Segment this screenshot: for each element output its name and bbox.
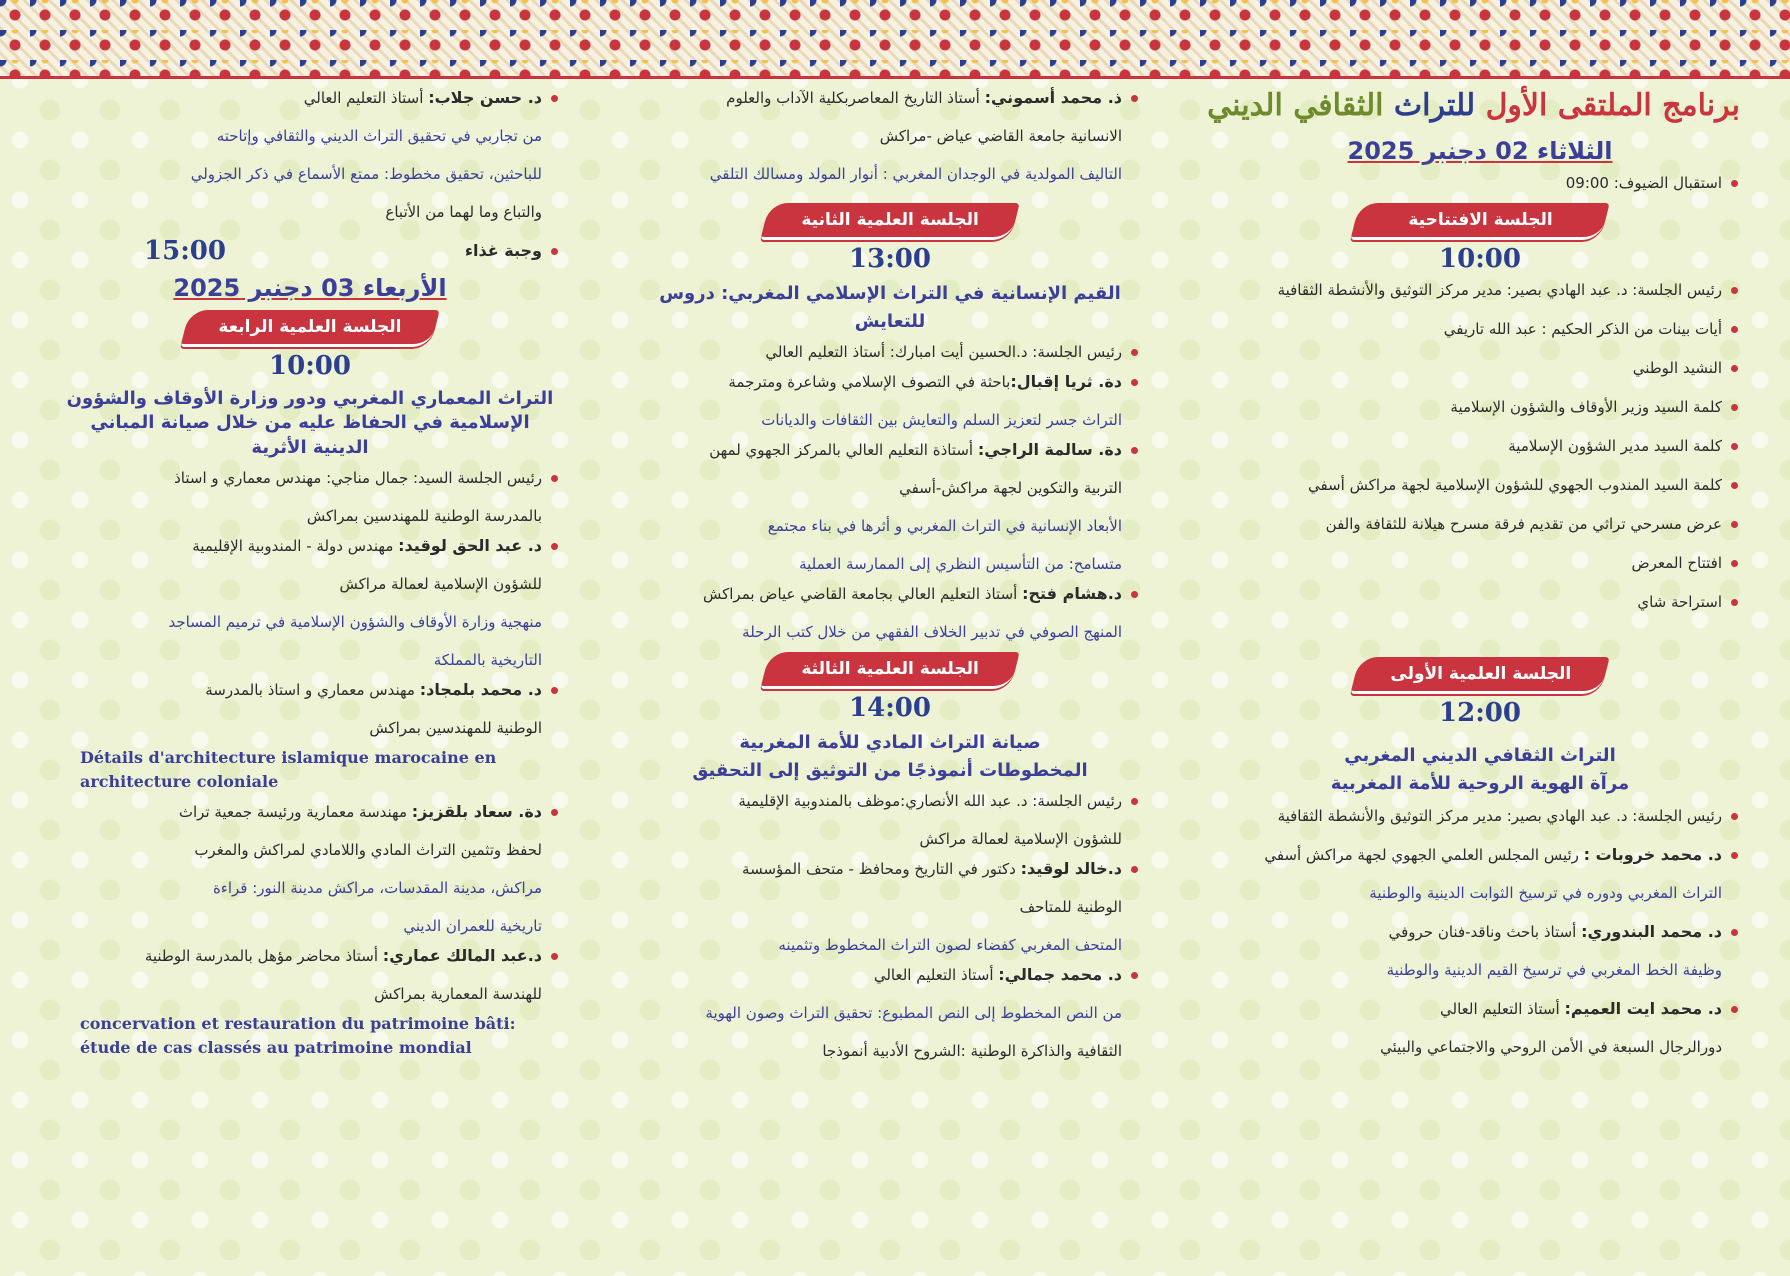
reception-item: استقبال الضيوف: 09:00 xyxy=(1220,173,1740,193)
list-item: كلمة السيد وزير الأوقاف والشؤون الإسلامية xyxy=(1220,397,1740,417)
french-talk-2: concervation et restauration du patrimoine bâti: étude de cas classés au patrimoine mondial xyxy=(80,1013,516,1057)
column-day1 xyxy=(1207,88,1740,1076)
session3-speaker: د. محمد جمالي: أستاذ التعليم العالي من النص المخطوط إلى النص المطبوع: تحقيق التراث وصون الهوية الثقافية والذاكرة الوطنية :الشروح الأدبية أنموذجا xyxy=(640,965,1140,1061)
session4-speaker: دة. سعاد بلقزيز: مهندسة معمارية ورئيسة جمعية تراث لحفظ وتثمين التراث المادي واللامادي لمراكش والمغرب مراكش، مدينة المقدسات، مراكش مدينة النور: قراءة تاريخية للعمران الديني xyxy=(60,802,560,936)
session4-chair: رئيس الجلسة السيد: جمال مناجي: مهندس معماري و استاذ بالمدرسة الوطنية للمهندسين بمراكش xyxy=(60,468,560,526)
list-item: النشيد الوطني xyxy=(1220,358,1740,378)
session2-theme: القيم الإنسانية في التراث الإسلامي المغربي: دروس للتعايش xyxy=(659,283,1121,332)
session1-speaker: د. محمد ايت العميم: أستاذ التعليم العالي دورالرجال السبعة في الأمن الروحي والاجتماعي والبيئي xyxy=(1220,999,1740,1057)
session2-speaker: دة. ثريا إقبال:باحثة في التصوف الإسلامي وشاعرة ومترجمة التراث جسر لتعزيز السلم والتعايش بين الثقافات والديانات xyxy=(640,372,1140,430)
session4-theme: التراث المعماري المغربي ودور وزارة الأوقاف والشؤون الإسلامية في الحفاظ عليه من خلال صيانة المباني الدينية الأثرية xyxy=(66,388,554,458)
decorative-header-band xyxy=(0,0,1790,79)
session1-chair: رئيس الجلسة: د. عبد الهادي بصير: مدير مركز التوثيق والأنشطة الثقافية xyxy=(1220,806,1740,826)
session4-time: 10:00 xyxy=(269,351,351,381)
day2-heading: الأربعاء 03 دجنبر 2025 xyxy=(173,274,447,302)
lunch-row xyxy=(60,236,560,266)
session4-speaker: د.عبد المالك عماري: أستاذ محاضر مؤهل بالمدرسة الوطنية للهندسة المعمارية بمراكش xyxy=(60,946,560,1004)
session3-time: 14:00 xyxy=(849,692,931,723)
speaker-jallab: د. حسن جلاب: أستاذ التعليم العالي من تجاربي في تحقيق التراث الديني والثقافي وإتاحته للباحثين، تحقيق مخطوط: ممتع الأسماع في ذكر الجزولي والتباع وما لهما من الأتباع xyxy=(60,88,560,222)
session1-time: 12:00 xyxy=(1439,698,1521,728)
session2-banner: الجلسة العلمية الثانية xyxy=(760,203,1019,240)
opening-time: 10:00 xyxy=(1439,244,1521,274)
session3-speaker: د.خالد لوقيد: دكتور في التاريخ ومحافظ - متحف المؤسسة الوطنية للمتاحف المتحف المغربي كفضاء لصون التراث المخطوط وتثمينه xyxy=(640,859,1140,955)
lunch-time: 15:00 xyxy=(144,236,226,266)
lunch-label: وجبة غذاء xyxy=(465,241,560,261)
session3-banner: الجلسة العلمية الثالثة xyxy=(760,652,1019,689)
list-item: كلمة السيد مدير الشؤون الإسلامية xyxy=(1220,436,1740,456)
column-day2 xyxy=(60,88,560,1068)
session1-speaker: د. محمد خروبات : رئيس المجلس العلمي الجهوي لجهة مراكش أسفي التراث المغربي ودوره في ترسيخ الثوابت الدينية والوطنية xyxy=(1220,845,1740,903)
session2-speaker: دة. سالمة الراجي: أستاذة التعليم العالي بالمركز الجهوي لمهن التربية والتكوين لجهة مراكش-أسفي الأبعاد الإنسانية في التراث المغربي و أثرها في بناء مجتمع متسامح: من التأسيس النظري إلى الممارسة العملية xyxy=(640,440,1140,574)
session2-time: 13:00 xyxy=(849,244,931,274)
session2-speaker: د.هشام فتح: أستاذ التعليم العالي بجامعة القاضي عياض بمراكش المنهج الصوفي في تدبير الخلاف الفقهي من خلال كتب الرحلة xyxy=(640,584,1140,642)
session1-speaker: د. محمد البندوري: أستاذ باحث وناقد-فنان حروفي وظيفة الخط المغربي في ترسيخ القيم الدينية والوطنية xyxy=(1220,922,1740,980)
opening-session-banner: الجلسة الافتتاحية xyxy=(1350,203,1609,240)
session2-chair: رئيس الجلسة: د.الحسين أيت امبارك: أستاذ التعليم العالي xyxy=(640,342,1140,362)
list-item: افتتاح المعرض xyxy=(1220,553,1740,573)
program-title: برنامج الملتقى الأول للتراث الثقافي الديني xyxy=(1207,88,1740,123)
session4-speaker: د. عبد الحق لوقيد: مهندس دولة - المندوبية الإقليمية للشؤون الإسلامية لعمالة مراكش منهجية وزارة الأوقاف والشؤون الإسلامية في ترميم المساجد التاريخية بالمملكة xyxy=(60,536,560,670)
session4-banner: الجلسة العلمية الرابعة xyxy=(180,310,439,347)
session4-speaker: د. محمد بلمجاد: مهندس معماري و استاذ بالمدرسة الوطنية للمهندسين بمراكش xyxy=(60,680,560,738)
list-item: كلمة السيد المندوب الجهوي للشؤون الإسلامية لجهة مراكش أسفي xyxy=(1220,475,1740,495)
column-middle xyxy=(640,88,1140,1071)
opening-items xyxy=(1220,280,1740,612)
list-item: عرض مسرحي تراثي من تقديم فرقة مسرح هيلانة للثقافة والفن xyxy=(1220,514,1740,534)
list-item: رئيس الجلسة: د. عبد الهادي بصير: مدير مركز التوثيق والأنشطة الثقافية xyxy=(1220,280,1740,300)
list-item: استراحة شاي xyxy=(1220,592,1740,612)
session3-chair: رئيس الجلسة: د. عبد الله الأنصاري:موظف بالمندوبية الإقليمية للشؤون الإسلامية لعمالة مراكش xyxy=(640,791,1140,849)
session3-theme: صيانة التراث المادي للأمة المغربية المخطوطات أنموذجًا من التوثيق إلى التحقيق xyxy=(692,731,1088,781)
session1-theme: التراث الثقافي الديني المغربي مرآة الهوية الروحية للأمة المغربية xyxy=(1330,745,1630,794)
day1-heading: الثلاثاء 02 دجنبر 2025 xyxy=(1347,137,1613,165)
speaker-asmouni: ذ. محمد أسموني: أستاذ التاريخ المعاصربكلية الآداب والعلوم الانسانية جامعة القاضي عياض -مراكش التاليف المولدية في الوجدان المغربي : أنوار المولد ومسالك التلقي xyxy=(640,88,1140,184)
session1-banner: الجلسة العلمية الأولى xyxy=(1350,657,1609,694)
list-item: أيات بينات من الذكر الحكيم : عبد الله تاريفي xyxy=(1220,319,1740,339)
french-talk-1: Détails d'architecture islamique marocaine en architecture coloniale xyxy=(80,747,497,791)
